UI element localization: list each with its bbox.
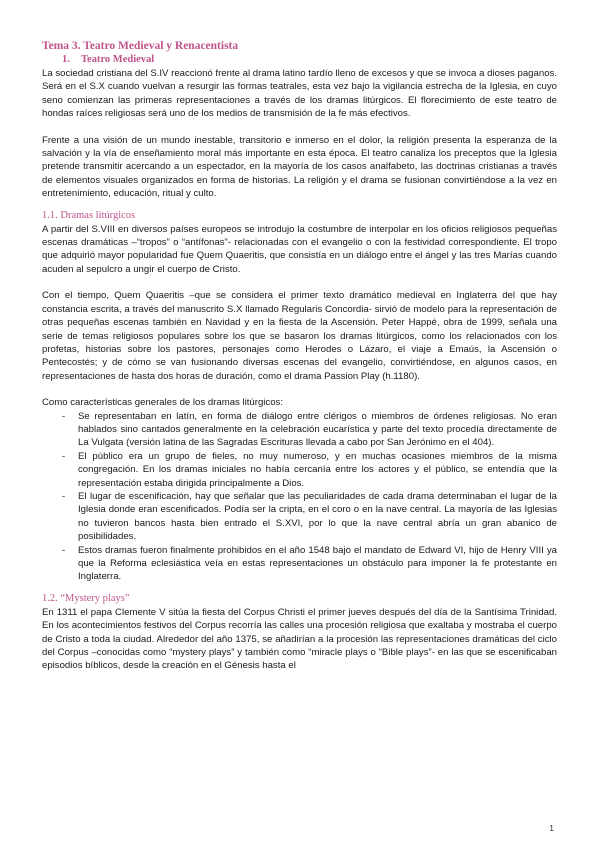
bullet-dash: -	[62, 450, 66, 462]
section-heading-teatro-medieval	[62, 53, 557, 66]
bullet-dash: -	[62, 544, 66, 556]
paragraph-intro-1: La sociedad cristiana del S.IV reaccionó frente al drama latino tardío lleno de excesos y que se invoca a dioses paganos. Será en el S.X cuando vuelvan a resurgir las formas teatrales, esta vez bajo la vigilancia estrecha de la Iglesia, en cuyo seno comienzan las primeras representaciones a través de los dramas litúrgicos. El florecimiento de este teatro de hondas raíces religiosas será uno de los medios de transmisión de la fe más efectivos.	[42, 68, 557, 120]
bullet-dash: -	[62, 490, 66, 502]
paragraph-dramas-3: Como características generales de los dramas litúrgicos:	[42, 397, 284, 409]
paragraph-intro-2: Frente a una visión de un mundo inestable, transitorio e inmerso en el dolor, la religión presenta la esperanza de la salvación y la vía de enseñamiento moral más importante en esta época. El teatro canaliza los preceptos que la Iglesia pretende transmitir acercando a un espectador, en la mayoría de los casos analfabeto, las doctrinas cristianas a través de elementos visuales organizados en forma de historias. La religión y el drama se fusionan convirtiéndose a la vez en entretenimiento, educación, ritual y culto.	[42, 134, 557, 200]
page-number: 1	[549, 823, 554, 833]
paragraph-dramas-1: A partir del S.VIII en diversos países europeos se introdujo la costumbre de interpolar en los oficios religiosos pequeñas escenas dramáticas –“tropos” o “antífonas”- relacionadas con el evangelio o con la festividad correspondiente. El tropo que adquirió mayor popularidad fue Quem Quaeritis, que consistía en un diálogo entre el ángel y las tres Marías cuando acuden al sepulcro a ungir el cuerpo de Cristo.	[42, 223, 557, 275]
document-title: Tema 3. Teatro Medieval y Renacentista	[42, 40, 239, 52]
document-body	[42, 39, 557, 673]
section-title: Teatro Medieval	[81, 54, 155, 65]
list-item: - Estos dramas fueron finalmente prohibidos en el año 1548 bajo el mandato de Edward VI, hijo de Henry VIII ya que la Reforma eclesiástica veía en estas representaciones un obstáculo para imponer la fe protestante en Inglaterra.	[62, 544, 557, 583]
list-item: - El público era un grupo de fieles, no muy numeroso, y en muchas ocasiones miembros de la misma congregación. En los dramas iniciales no había cercanía entre los actores y el público, se entendía que la representación estaba dirigida principalmente a Dios.	[62, 450, 557, 489]
characteristics-list	[42, 410, 557, 584]
section-number: 1.	[62, 54, 70, 65]
paragraph-mystery-1: En 1311 el papa Clemente V sitúa la fiesta del Corpus Christi el primer jueves después del día de la Santísima Trinidad. En los acontecimientos festivos del Corpus recorría las calles una procesión religiosa que exaltaba y mostraba el cuerpo de Cristo a toda la ciudad. Alrededor del año 1375, se añadirían a la procesión las representaciones dramáticas del ciclo del Corpus –conocidas como “mystery plays” y también como “miracle plays o “Bible plays”- en las que se escenificaban episodios bíblicos, desde la creación en el Génesis hasta el	[42, 606, 557, 672]
list-item: - Se representaban en latín, en forma de diálogo entre clérigos o miembros de órdenes religiosas. No eran hablados sino cantados generalmente en la celebración eucarística y parte del texto procedía directamente de La Vulgata (versión latina de las Sagradas Escrituras llevada a cabo por San Jerónimo en el 404).	[62, 410, 557, 449]
subsection-heading-dramas-liturgicos: 1.1. Dramas litúrgicos	[42, 209, 136, 221]
paragraph-dramas-2: Con el tiempo, Quem Quaeritis –que se considera el primer texto dramático medieval en Inglaterra del que hay constancia escrita, a través del manuscrito S.X llamado Regularis Concordia- sirvió de modelo para la representación de otras pequeñas escenas también en Navidad y en la fiesta de la Ascensión. Peter Happé, obra de 1999, señala una serie de temas religiosos populares sobre los que se basaron los dramas litúrgicos, como los relacionados con los profetas, historias sobre los pastores, personajes como Herodes o Lázaro, el viaje a Emaús, la Ascensión o Pentecostés; y de cómo se van fusionando diversas escenas del evangelio, convirtiéndose, en algunos casos, en representaciones de hasta dos horas de duración, como el drama Passion Play (h.1180).	[42, 290, 557, 382]
list-item: - El lugar de escenificación, hay que señalar que las peculiaridades de cada drama determinaban el lugar de la Iglesia donde eran escenificados. Podía ser la cripta, en el coro o en la nave central. La mayoría de las Iglesias no tuvieron bancos hasta bien entrado el S.XVI, por lo que la nave central abría un gran abanico de posibilidades.	[62, 490, 557, 543]
bullet-dash: -	[62, 410, 66, 422]
subsection-heading-mystery-plays: 1.2. “Mystery plays”	[42, 592, 130, 604]
